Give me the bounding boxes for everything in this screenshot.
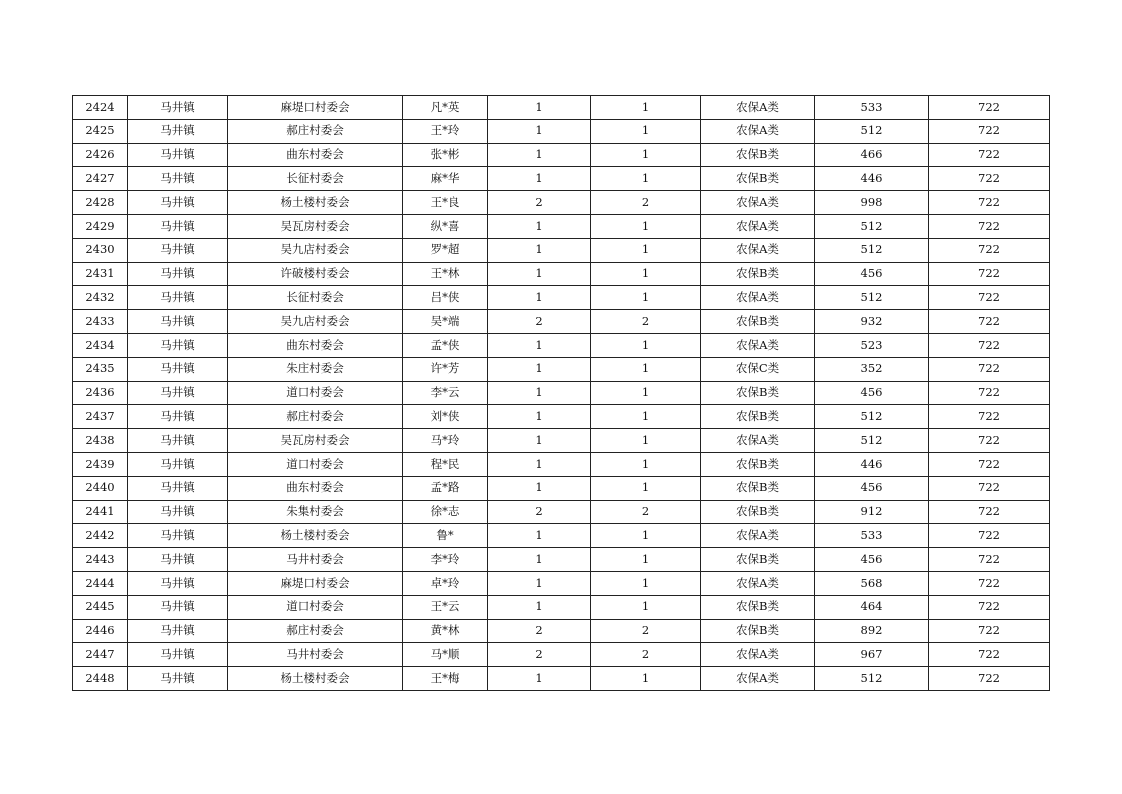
household-count-cell: 1 — [488, 96, 591, 120]
person-count-cell: 1 — [591, 119, 701, 143]
town-cell: 马井镇 — [128, 429, 228, 453]
standard-cell: 722 — [929, 310, 1050, 334]
amount-cell: 446 — [815, 452, 929, 476]
insurance-category-cell: 农保B类 — [701, 262, 815, 286]
person-name-cell: 许*芳 — [403, 357, 488, 381]
person-name-cell: 徐*志 — [403, 500, 488, 524]
amount-cell: 533 — [815, 96, 929, 120]
village-committee-cell: 郝庄村委会 — [228, 619, 403, 643]
person-count-cell: 2 — [591, 500, 701, 524]
standard-cell: 722 — [929, 476, 1050, 500]
household-count-cell: 1 — [488, 429, 591, 453]
insurance-category-cell: 农保A类 — [701, 214, 815, 238]
village-committee-cell: 道口村委会 — [228, 381, 403, 405]
insurance-category-cell: 农保C类 — [701, 357, 815, 381]
household-count-cell: 2 — [488, 619, 591, 643]
insurance-category-cell: 农保B类 — [701, 143, 815, 167]
village-committee-cell: 郝庄村委会 — [228, 405, 403, 429]
insurance-category-cell: 农保B类 — [701, 548, 815, 572]
amount-cell: 892 — [815, 619, 929, 643]
person-count-cell: 1 — [591, 405, 701, 429]
table-row — [73, 167, 1050, 191]
person-count-cell: 1 — [591, 262, 701, 286]
insurance-category-cell: 农保B类 — [701, 310, 815, 334]
amount-cell: 512 — [815, 286, 929, 310]
insurance-category-cell: 农保A类 — [701, 643, 815, 667]
person-name-cell: 程*民 — [403, 452, 488, 476]
amount-cell: 512 — [815, 214, 929, 238]
person-name-cell: 黄*林 — [403, 619, 488, 643]
standard-cell: 722 — [929, 571, 1050, 595]
standard-cell: 722 — [929, 238, 1050, 262]
village-committee-cell: 长征村委会 — [228, 286, 403, 310]
village-committee-cell: 朱庄村委会 — [228, 357, 403, 381]
serial-number-cell: 2426 — [73, 143, 128, 167]
person-count-cell: 2 — [591, 643, 701, 667]
insurance-category-cell: 农保B类 — [701, 405, 815, 429]
town-cell: 马井镇 — [128, 500, 228, 524]
person-name-cell: 鲁* — [403, 524, 488, 548]
household-count-cell: 2 — [488, 310, 591, 334]
town-cell: 马井镇 — [128, 357, 228, 381]
serial-number-cell: 2429 — [73, 214, 128, 238]
table-row — [73, 595, 1050, 619]
standard-cell: 722 — [929, 286, 1050, 310]
town-cell: 马井镇 — [128, 191, 228, 215]
village-committee-cell: 许破楼村委会 — [228, 262, 403, 286]
table-row — [73, 643, 1050, 667]
table-body — [73, 96, 1050, 691]
serial-number-cell: 2424 — [73, 96, 128, 120]
household-count-cell: 1 — [488, 286, 591, 310]
household-count-cell: 1 — [488, 548, 591, 572]
person-count-cell: 1 — [591, 96, 701, 120]
person-count-cell: 1 — [591, 595, 701, 619]
person-name-cell: 马*顺 — [403, 643, 488, 667]
amount-cell: 456 — [815, 262, 929, 286]
town-cell: 马井镇 — [128, 571, 228, 595]
amount-cell: 523 — [815, 333, 929, 357]
table-row — [73, 286, 1050, 310]
household-count-cell: 1 — [488, 262, 591, 286]
table-row — [73, 333, 1050, 357]
standard-cell: 722 — [929, 595, 1050, 619]
amount-cell: 464 — [815, 595, 929, 619]
household-count-cell: 1 — [488, 476, 591, 500]
town-cell: 马井镇 — [128, 476, 228, 500]
person-count-cell: 1 — [591, 524, 701, 548]
person-count-cell: 1 — [591, 571, 701, 595]
standard-cell: 722 — [929, 96, 1050, 120]
table-row — [73, 381, 1050, 405]
table-row — [73, 476, 1050, 500]
household-count-cell: 2 — [488, 643, 591, 667]
town-cell: 马井镇 — [128, 333, 228, 357]
serial-number-cell: 2444 — [73, 571, 128, 595]
village-committee-cell: 道口村委会 — [228, 452, 403, 476]
standard-cell: 722 — [929, 405, 1050, 429]
town-cell: 马井镇 — [128, 286, 228, 310]
serial-number-cell: 2432 — [73, 286, 128, 310]
amount-cell: 967 — [815, 643, 929, 667]
subsidy-roster-table — [72, 95, 1050, 691]
village-committee-cell: 曲东村委会 — [228, 333, 403, 357]
serial-number-cell: 2443 — [73, 548, 128, 572]
standard-cell: 722 — [929, 452, 1050, 476]
village-committee-cell: 马井村委会 — [228, 548, 403, 572]
standard-cell: 722 — [929, 619, 1050, 643]
household-count-cell: 2 — [488, 191, 591, 215]
person-name-cell: 张*彬 — [403, 143, 488, 167]
town-cell: 马井镇 — [128, 595, 228, 619]
town-cell: 马井镇 — [128, 214, 228, 238]
standard-cell: 722 — [929, 214, 1050, 238]
town-cell: 马井镇 — [128, 643, 228, 667]
household-count-cell: 1 — [488, 571, 591, 595]
town-cell: 马井镇 — [128, 96, 228, 120]
standard-cell: 722 — [929, 119, 1050, 143]
serial-number-cell: 2448 — [73, 667, 128, 691]
serial-number-cell: 2430 — [73, 238, 128, 262]
serial-number-cell: 2436 — [73, 381, 128, 405]
serial-number-cell: 2445 — [73, 595, 128, 619]
insurance-category-cell: 农保A类 — [701, 119, 815, 143]
table-row — [73, 405, 1050, 429]
village-committee-cell: 吴九店村委会 — [228, 310, 403, 334]
serial-number-cell: 2431 — [73, 262, 128, 286]
serial-number-cell: 2447 — [73, 643, 128, 667]
serial-number-cell: 2437 — [73, 405, 128, 429]
table-row — [73, 357, 1050, 381]
household-count-cell: 1 — [488, 357, 591, 381]
person-count-cell: 1 — [591, 214, 701, 238]
table-row — [73, 667, 1050, 691]
person-count-cell: 2 — [591, 619, 701, 643]
household-count-cell: 1 — [488, 119, 591, 143]
person-count-cell: 1 — [591, 333, 701, 357]
person-name-cell: 李*云 — [403, 381, 488, 405]
person-name-cell: 李*玲 — [403, 548, 488, 572]
village-committee-cell: 朱集村委会 — [228, 500, 403, 524]
insurance-category-cell: 农保B类 — [701, 452, 815, 476]
insurance-category-cell: 农保A类 — [701, 238, 815, 262]
town-cell: 马井镇 — [128, 167, 228, 191]
serial-number-cell: 2442 — [73, 524, 128, 548]
amount-cell: 512 — [815, 429, 929, 453]
town-cell: 马井镇 — [128, 310, 228, 334]
table-row — [73, 96, 1050, 120]
person-name-cell: 王*云 — [403, 595, 488, 619]
amount-cell: 352 — [815, 357, 929, 381]
table-row — [73, 500, 1050, 524]
amount-cell: 512 — [815, 667, 929, 691]
village-committee-cell: 曲东村委会 — [228, 143, 403, 167]
standard-cell: 722 — [929, 524, 1050, 548]
serial-number-cell: 2427 — [73, 167, 128, 191]
town-cell: 马井镇 — [128, 238, 228, 262]
standard-cell: 722 — [929, 643, 1050, 667]
town-cell: 马井镇 — [128, 262, 228, 286]
insurance-category-cell: 农保A类 — [701, 96, 815, 120]
insurance-category-cell: 农保A类 — [701, 191, 815, 215]
amount-cell: 533 — [815, 524, 929, 548]
insurance-category-cell: 农保A类 — [701, 429, 815, 453]
serial-number-cell: 2428 — [73, 191, 128, 215]
village-committee-cell: 麻堤口村委会 — [228, 96, 403, 120]
standard-cell: 722 — [929, 167, 1050, 191]
table-row — [73, 143, 1050, 167]
serial-number-cell: 2433 — [73, 310, 128, 334]
household-count-cell: 1 — [488, 381, 591, 405]
person-count-cell: 1 — [591, 381, 701, 405]
village-committee-cell: 曲东村委会 — [228, 476, 403, 500]
village-committee-cell: 吴九店村委会 — [228, 238, 403, 262]
person-name-cell: 卓*玲 — [403, 571, 488, 595]
amount-cell: 512 — [815, 405, 929, 429]
amount-cell: 456 — [815, 381, 929, 405]
insurance-category-cell: 农保A类 — [701, 333, 815, 357]
standard-cell: 722 — [929, 548, 1050, 572]
standard-cell: 722 — [929, 262, 1050, 286]
insurance-category-cell: 农保A类 — [701, 667, 815, 691]
table-row — [73, 262, 1050, 286]
insurance-category-cell: 农保A类 — [701, 286, 815, 310]
household-count-cell: 1 — [488, 333, 591, 357]
town-cell: 马井镇 — [128, 143, 228, 167]
amount-cell: 446 — [815, 167, 929, 191]
village-committee-cell: 麻堤口村委会 — [228, 571, 403, 595]
amount-cell: 512 — [815, 119, 929, 143]
person-count-cell: 1 — [591, 548, 701, 572]
person-name-cell: 罗*超 — [403, 238, 488, 262]
person-name-cell: 王*良 — [403, 191, 488, 215]
standard-cell: 722 — [929, 191, 1050, 215]
village-committee-cell: 马井村委会 — [228, 643, 403, 667]
person-count-cell: 1 — [591, 452, 701, 476]
standard-cell: 722 — [929, 500, 1050, 524]
person-name-cell: 王*玲 — [403, 119, 488, 143]
person-count-cell: 1 — [591, 357, 701, 381]
town-cell: 马井镇 — [128, 381, 228, 405]
person-name-cell: 马*玲 — [403, 429, 488, 453]
serial-number-cell: 2438 — [73, 429, 128, 453]
person-name-cell: 纵*喜 — [403, 214, 488, 238]
insurance-category-cell: 农保B类 — [701, 500, 815, 524]
serial-number-cell: 2441 — [73, 500, 128, 524]
person-count-cell: 1 — [591, 429, 701, 453]
town-cell: 马井镇 — [128, 119, 228, 143]
person-count-cell: 1 — [591, 476, 701, 500]
table-row — [73, 524, 1050, 548]
standard-cell: 722 — [929, 357, 1050, 381]
table-row — [73, 571, 1050, 595]
household-count-cell: 1 — [488, 405, 591, 429]
standard-cell: 722 — [929, 429, 1050, 453]
household-count-cell: 1 — [488, 143, 591, 167]
table-row — [73, 429, 1050, 453]
household-count-cell: 1 — [488, 238, 591, 262]
table-row — [73, 452, 1050, 476]
person-name-cell: 王*林 — [403, 262, 488, 286]
person-name-cell: 孟*路 — [403, 476, 488, 500]
amount-cell: 466 — [815, 143, 929, 167]
amount-cell: 456 — [815, 476, 929, 500]
table-row — [73, 214, 1050, 238]
serial-number-cell: 2435 — [73, 357, 128, 381]
table-row — [73, 191, 1050, 215]
insurance-category-cell: 农保A类 — [701, 524, 815, 548]
table-row — [73, 238, 1050, 262]
person-count-cell: 1 — [591, 667, 701, 691]
insurance-category-cell: 农保B类 — [701, 595, 815, 619]
insurance-category-cell: 农保B类 — [701, 476, 815, 500]
insurance-category-cell: 农保B类 — [701, 167, 815, 191]
village-committee-cell: 杨土楼村委会 — [228, 667, 403, 691]
person-name-cell: 刘*侠 — [403, 405, 488, 429]
village-committee-cell: 杨土楼村委会 — [228, 191, 403, 215]
amount-cell: 998 — [815, 191, 929, 215]
household-count-cell: 1 — [488, 214, 591, 238]
village-committee-cell: 吴瓦房村委会 — [228, 429, 403, 453]
amount-cell: 912 — [815, 500, 929, 524]
amount-cell: 456 — [815, 548, 929, 572]
standard-cell: 722 — [929, 143, 1050, 167]
amount-cell: 512 — [815, 238, 929, 262]
insurance-category-cell: 农保B类 — [701, 619, 815, 643]
serial-number-cell: 2425 — [73, 119, 128, 143]
person-name-cell: 凡*英 — [403, 96, 488, 120]
household-count-cell: 1 — [488, 524, 591, 548]
insurance-category-cell: 农保B类 — [701, 381, 815, 405]
household-count-cell: 1 — [488, 595, 591, 619]
village-committee-cell: 杨土楼村委会 — [228, 524, 403, 548]
standard-cell: 722 — [929, 381, 1050, 405]
table-row — [73, 548, 1050, 572]
town-cell: 马井镇 — [128, 524, 228, 548]
town-cell: 马井镇 — [128, 667, 228, 691]
standard-cell: 722 — [929, 667, 1050, 691]
serial-number-cell: 2434 — [73, 333, 128, 357]
person-name-cell: 孟*侠 — [403, 333, 488, 357]
village-committee-cell: 道口村委会 — [228, 595, 403, 619]
person-count-cell: 1 — [591, 143, 701, 167]
amount-cell: 568 — [815, 571, 929, 595]
person-name-cell: 吕*侠 — [403, 286, 488, 310]
serial-number-cell: 2440 — [73, 476, 128, 500]
person-count-cell: 1 — [591, 238, 701, 262]
amount-cell: 932 — [815, 310, 929, 334]
village-committee-cell: 吴瓦房村委会 — [228, 214, 403, 238]
standard-cell: 722 — [929, 333, 1050, 357]
serial-number-cell: 2446 — [73, 619, 128, 643]
household-count-cell: 2 — [488, 500, 591, 524]
town-cell: 马井镇 — [128, 405, 228, 429]
person-name-cell: 麻*华 — [403, 167, 488, 191]
person-count-cell: 2 — [591, 191, 701, 215]
village-committee-cell: 郝庄村委会 — [228, 119, 403, 143]
table-row — [73, 310, 1050, 334]
town-cell: 马井镇 — [128, 452, 228, 476]
insurance-category-cell: 农保A类 — [701, 571, 815, 595]
village-committee-cell: 长征村委会 — [228, 167, 403, 191]
person-name-cell: 王*梅 — [403, 667, 488, 691]
household-count-cell: 1 — [488, 167, 591, 191]
household-count-cell: 1 — [488, 667, 591, 691]
person-count-cell: 2 — [591, 310, 701, 334]
person-name-cell: 吴*端 — [403, 310, 488, 334]
person-count-cell: 1 — [591, 167, 701, 191]
town-cell: 马井镇 — [128, 548, 228, 572]
town-cell: 马井镇 — [128, 619, 228, 643]
person-count-cell: 1 — [591, 286, 701, 310]
table-row — [73, 119, 1050, 143]
table-row — [73, 619, 1050, 643]
serial-number-cell: 2439 — [73, 452, 128, 476]
household-count-cell: 1 — [488, 452, 591, 476]
